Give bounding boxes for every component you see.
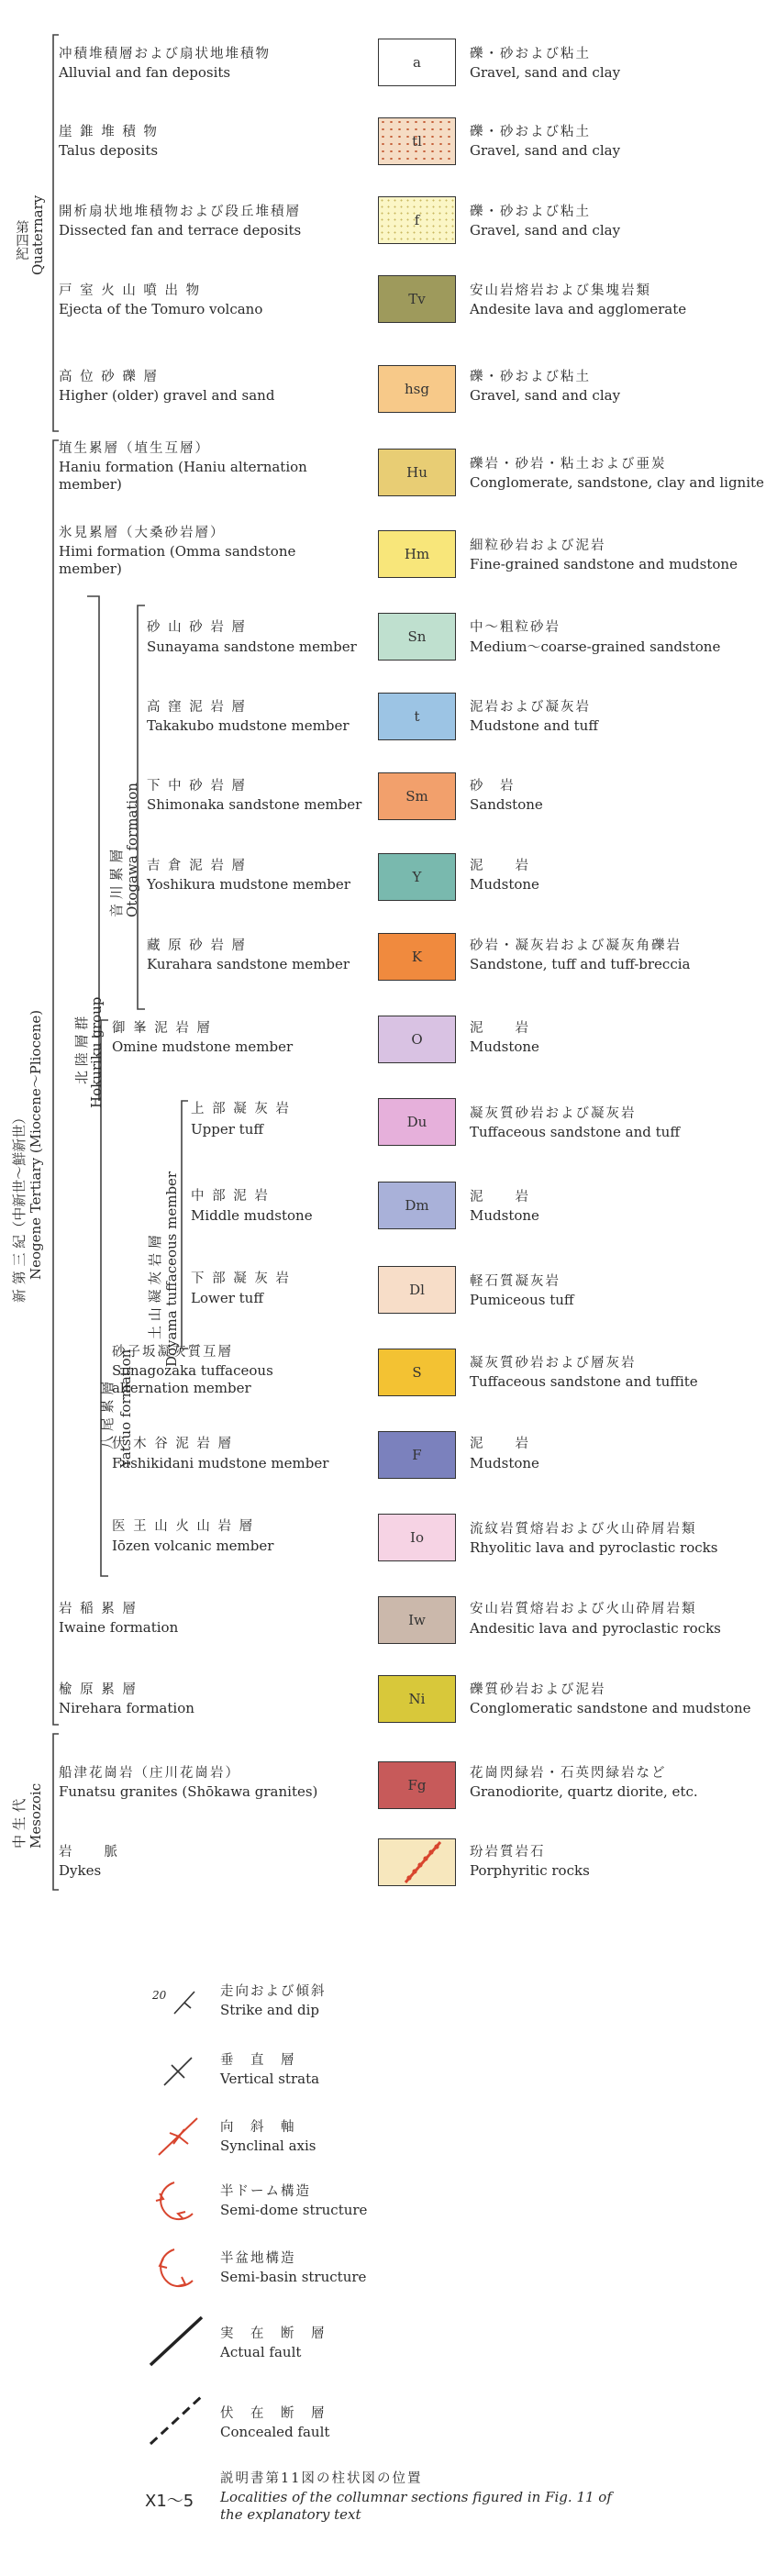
unit-code: Hm: [404, 546, 430, 562]
unit-swatch-hsg: [378, 365, 456, 413]
vertical-strata-label-en: Vertical strata: [220, 2071, 320, 2087]
unit-code: Sn: [407, 628, 427, 645]
columnar-label-en: Localities of the collumnar sections figured in Fig. 11 of the explanatory text: [220, 2489, 612, 2523]
unit-name-en: Omine mudstone member: [112, 1038, 294, 1055]
unit-lith-en: Andesitic lava and pyroclastic rocks: [470, 1620, 721, 1637]
unit-lith-jp: 細粒砂岩および泥岩: [470, 539, 606, 553]
unit-name-en: Kurahara sandstone member: [147, 956, 350, 972]
unit-code: Fg: [407, 1777, 427, 1793]
unit-swatch-Tv: [378, 275, 456, 323]
unit-swatch-K: [378, 933, 456, 981]
unit-code: f: [414, 212, 420, 228]
synclinal-axis-label-en: Synclinal axis: [220, 2137, 316, 2154]
actual-fault-label-en: Actual fault: [220, 2344, 302, 2360]
unit-lith-jp: 礫・砂および粘土: [470, 370, 591, 384]
unit-name-en: Dykes: [59, 1862, 102, 1879]
unit-name-jp: 藏 原 砂 岩 層: [147, 938, 247, 953]
unit-lith-jp: 軽石質凝灰岩: [470, 1274, 561, 1289]
unit-lith-jp: 礫・砂および粘土: [470, 125, 591, 139]
unit-name-jp: 岩 稲 累 層: [59, 1602, 138, 1616]
unit-swatch-Du: [378, 1098, 456, 1146]
unit-swatch-Hu: [378, 449, 456, 496]
unit-lith-en: Gravel, sand and clay: [470, 387, 621, 404]
unit-name-en: Yoshikura mudstone member: [147, 876, 350, 893]
neogene-label-jp: 新 第 三 紀（中新世〜鮮新世）: [11, 1110, 28, 1303]
unit-lith-en: Sandstone, tuff and tuff-breccia: [470, 956, 691, 972]
unit-swatch-Dm: [378, 1182, 456, 1229]
unit-lith-jp: 玢岩質岩石: [470, 1845, 546, 1860]
unit-code: Hu: [406, 464, 427, 481]
unit-name-en: Iōzen volcanic member: [112, 1538, 274, 1554]
unit-code: Ni: [408, 1691, 426, 1707]
unit-name-en: Alluvial and fan deposits: [59, 64, 231, 81]
unit-name-jp: 岩 脈: [59, 1845, 119, 1860]
vertical-strata-label-jp: 垂 直 層: [220, 2053, 296, 2068]
unit-lith-jp: 安山岩熔岩および集塊岩類: [470, 283, 651, 298]
unit-swatch-Ni: [378, 1675, 456, 1723]
unit-lith-en: Gravel, sand and clay: [470, 142, 621, 159]
unit-lith-en: Andesite lava and agglomerate: [470, 301, 687, 317]
semi-dome-label-en: Semi-dome structure: [220, 2202, 368, 2218]
unit-code: S: [412, 1364, 422, 1381]
unit-name-jp: 砂子坂凝灰質互層: [112, 1345, 233, 1360]
unit-name-en: Shimonaka sandstone member: [147, 796, 362, 813]
unit-swatch-Iw: [378, 1596, 456, 1644]
unit-name-jp: 崖 錐 堆 積 物: [59, 125, 159, 139]
unit-name-en: Takakubo mudstone member: [147, 717, 350, 734]
unit-lith-jp: 中〜粗粒砂岩: [470, 620, 561, 635]
quaternary-label-en: Quaternary: [29, 194, 46, 275]
semi-dome-icon: [147, 2179, 202, 2226]
unit-lith-jp: 礫岩・砂岩・粘土および亜炭: [470, 457, 667, 472]
unit-name-jp: 戸 室 火 山 噴 出 物: [59, 283, 202, 298]
unit-swatch-dykes: [378, 1838, 456, 1886]
unit-code: hsg: [405, 381, 429, 397]
unit-name-jp: 中 部 泥 岩: [191, 1189, 270, 1204]
unit-swatch-Io: [378, 1514, 456, 1561]
unit-name-jp: 下 中 砂 岩 層: [147, 779, 247, 794]
unit-lith-en: Mudstone: [470, 1207, 539, 1224]
unit-name-jp: 吉 倉 泥 岩 層: [147, 859, 247, 873]
semi-basin-label-jp: 半盆地構造: [220, 2251, 296, 2266]
synclinal-axis-icon: [151, 2115, 206, 2159]
unit-lith-jp: 花崗閃緑岩・石英閃緑岩など: [470, 1766, 667, 1781]
unit-name-en: Sunagozaka tuffaceous alternation member: [112, 1362, 273, 1396]
unit-swatch-Fg: [378, 1761, 456, 1809]
unit-lith-en: Mudstone: [470, 1455, 539, 1471]
actual-fault-label-jp: 実 在 断 層: [220, 2326, 327, 2341]
quaternary-label-jp: 第四紀: [14, 220, 28, 261]
mesozoic-label-jp: 中 生 代: [11, 1798, 28, 1849]
unit-swatch-a: [378, 39, 456, 86]
unit-swatch-Sn: [378, 613, 456, 661]
unit-swatch-O: [378, 1016, 456, 1063]
unit-lith-en: Mudstone and tuff: [470, 717, 599, 734]
hokuriku-label-en: Hokuriku group: [88, 996, 105, 1108]
unit-lith-jp: 泥 岩: [470, 1021, 530, 1036]
unit-lith-en: Mudstone: [470, 1038, 539, 1055]
unit-code: Du: [406, 1114, 427, 1130]
unit-swatch-S: [378, 1349, 456, 1396]
neogene-label-en: Neogene Tertiary (Miocene〜Pliocene): [28, 1009, 44, 1280]
semi-basin-label-en: Semi-basin structure: [220, 2269, 367, 2285]
unit-lith-jp: 泥岩および凝灰岩: [470, 700, 591, 715]
unit-lith-en: Rhyolitic lava and pyroclastic rocks: [470, 1539, 718, 1556]
unit-swatch-t: [378, 693, 456, 740]
unit-name-jp: 氷見累層（大桑砂岩層）: [59, 526, 226, 540]
unit-name-en: Nirehara formation: [59, 1700, 194, 1716]
unit-name-jp: 下 部 凝 灰 岩: [191, 1271, 291, 1286]
otogawa-label-jp: 音 川 累 層: [108, 849, 125, 917]
unit-name-jp: 医 王 山 火 山 岩 層: [112, 1519, 255, 1534]
unit-name-jp: 船津花崗岩（庄川花崗岩）: [59, 1766, 240, 1781]
unit-name-jp: 楡 原 累 層: [59, 1682, 138, 1697]
yatsuo-label-jp: 八 尾 累 層: [99, 1381, 116, 1449]
unit-name-en: Upper tuff: [191, 1121, 264, 1138]
concealed-fault-label-jp: 伏 在 断 層: [220, 2406, 327, 2421]
unit-lith-en: Tuffaceous sandstone and tuff: [470, 1124, 680, 1140]
unit-code: Y: [412, 869, 422, 885]
unit-lith-en: Granodiorite, quartz diorite, etc.: [470, 1783, 698, 1800]
unit-swatch-Sm: [378, 772, 456, 820]
otogawa-label-en: Otogawa formation: [124, 783, 140, 917]
unit-lith-jp: 礫・砂および粘土: [470, 205, 591, 219]
unit-swatch-f: [378, 196, 456, 244]
unit-swatch-Y: [378, 853, 456, 901]
unit-name-jp: 御 峯 泥 岩 層: [112, 1021, 212, 1036]
unit-lith-jp: 砂岩・凝灰岩および凝灰角礫岩: [470, 938, 682, 953]
strike-dip-label-en: Strike and dip: [220, 2002, 319, 2018]
unit-lith-en: Tuffaceous sandstone and tuffite: [470, 1373, 698, 1390]
unit-name-en: Sunayama sandstone member: [147, 638, 357, 655]
unit-lith-en: Porphyritic rocks: [470, 1862, 590, 1879]
unit-code: Iw: [408, 1612, 426, 1628]
actual-fault-icon: [145, 2314, 209, 2369]
unit-code: tl: [412, 133, 422, 150]
unit-code: K: [411, 949, 423, 965]
unit-lith-jp: 凝灰質砂岩および凝灰岩: [470, 1106, 637, 1121]
unit-name-en: Ejecta of the Tomuro volcano: [59, 301, 263, 317]
unit-name-jp: 砂 山 砂 岩 層: [147, 620, 247, 635]
unit-lith-en: Pumiceous tuff: [470, 1292, 574, 1308]
unit-name-en: Fushikidani mudstone member: [112, 1455, 329, 1471]
unit-lith-jp: 礫・砂および粘土: [470, 47, 591, 61]
semi-dome-label-jp: 半ドーム構造: [220, 2184, 311, 2199]
unit-name-en: Higher (older) gravel and sand: [59, 387, 275, 404]
unit-code: Dm: [405, 1197, 429, 1214]
unit-lith-en: Mudstone: [470, 876, 539, 893]
unit-name-en: Lower tuff: [191, 1290, 263, 1306]
unit-swatch-Hm: [378, 530, 456, 578]
unit-name-jp: 開析扇状地堆積物および段丘堆積層: [59, 205, 301, 219]
unit-lith-en: Fine-grained sandstone and mudstone: [470, 556, 738, 572]
unit-swatch-tl: [378, 117, 456, 165]
unit-name-jp: 高 位 砂 礫 層: [59, 370, 159, 384]
unit-code: O: [411, 1031, 423, 1048]
unit-lith-jp: 安山岩質熔岩および火山砕屑岩類: [470, 1602, 697, 1616]
unit-code: Sm: [405, 788, 428, 805]
unit-lith-jp: 流紋岩質熔岩および火山砕屑岩類: [470, 1522, 697, 1537]
unit-lith-en: Medium〜coarse-grained sandstone: [470, 638, 721, 655]
yatsuo-label-en: Yatsuo formation: [117, 1349, 134, 1468]
unit-lith-en: Conglomerate, sandstone, clay and lignite: [470, 474, 764, 491]
unit-code: t: [414, 708, 420, 725]
unit-lith-en: Conglomeratic sandstone and mudstone: [470, 1700, 751, 1716]
unit-lith-en: Gravel, sand and clay: [470, 222, 621, 239]
unit-code: F: [412, 1447, 422, 1463]
unit-swatch-F: [378, 1431, 456, 1479]
unit-name-en: Funatsu granites (Shōkawa granites): [59, 1783, 318, 1800]
concealed-fault-icon: [145, 2393, 209, 2448]
doyama-label-en: Doyama tuffaceous member: [163, 1171, 180, 1367]
unit-lith-en: Sandstone: [470, 796, 543, 813]
unit-code: Io: [410, 1529, 424, 1546]
unit-lith-jp: 泥 岩: [470, 859, 530, 873]
concealed-fault-label-en: Concealed fault: [220, 2424, 330, 2440]
columnar-label-jp: 説明書第11図の柱状図の位置: [220, 2471, 423, 2486]
unit-lith-en: Gravel, sand and clay: [470, 64, 621, 81]
mesozoic-label-en: Mesozoic: [28, 1782, 44, 1849]
unit-lith-jp: 泥 岩: [470, 1190, 530, 1205]
unit-code: Dl: [409, 1282, 425, 1298]
synclinal-axis-label-jp: 向 斜 軸: [220, 2120, 296, 2135]
unit-name-jp: 埴生累層（埴生互層）: [59, 441, 210, 456]
doyama-label-jp: 土 山 凝 灰 岩 層: [147, 1235, 163, 1339]
dyke-pattern-icon: [380, 1840, 455, 1884]
unit-name-en: Dissected fan and terrace deposits: [59, 222, 302, 239]
vertical-strata-icon: [151, 2052, 206, 2089]
unit-name-jp: 冲積堆積層および扇状地堆積物: [59, 47, 271, 61]
strike-dip-number: 20: [152, 1989, 167, 2002]
strike-dip-label-jp: 走向および傾斜: [220, 1984, 327, 1999]
unit-name-en: Iwaine formation: [59, 1619, 179, 1636]
unit-name-en: Middle mudstone: [191, 1207, 313, 1224]
unit-lith-jp: 泥 岩: [470, 1437, 530, 1451]
unit-code: a: [413, 54, 421, 71]
unit-name-jp: 高 窪 泥 岩 層: [147, 700, 247, 715]
unit-lith-jp: 凝灰質砂岩および層灰岩: [470, 1356, 637, 1371]
unit-name-jp: 上 部 凝 灰 岩: [191, 1102, 291, 1116]
unit-name-jp: 伏 木 谷 泥 岩 層: [112, 1437, 234, 1451]
hokuriku-label-jp: 北 陸 層 群: [73, 1016, 90, 1084]
unit-name-en: Talus deposits: [59, 142, 159, 159]
unit-lith-jp: 礫質砂岩および泥岩: [470, 1682, 606, 1697]
unit-swatch-Dl: [378, 1266, 456, 1314]
semi-basin-icon: [147, 2246, 202, 2293]
unit-lith-jp: 砂 岩: [470, 779, 516, 794]
unit-code: Tv: [408, 291, 426, 307]
columnar-mark: X1〜5: [145, 2492, 194, 2511]
unit-name-en: Haniu formation (Haniu alternation member): [59, 459, 307, 493]
unit-name-en: Himi formation (Omma sandstone member): [59, 543, 296, 577]
